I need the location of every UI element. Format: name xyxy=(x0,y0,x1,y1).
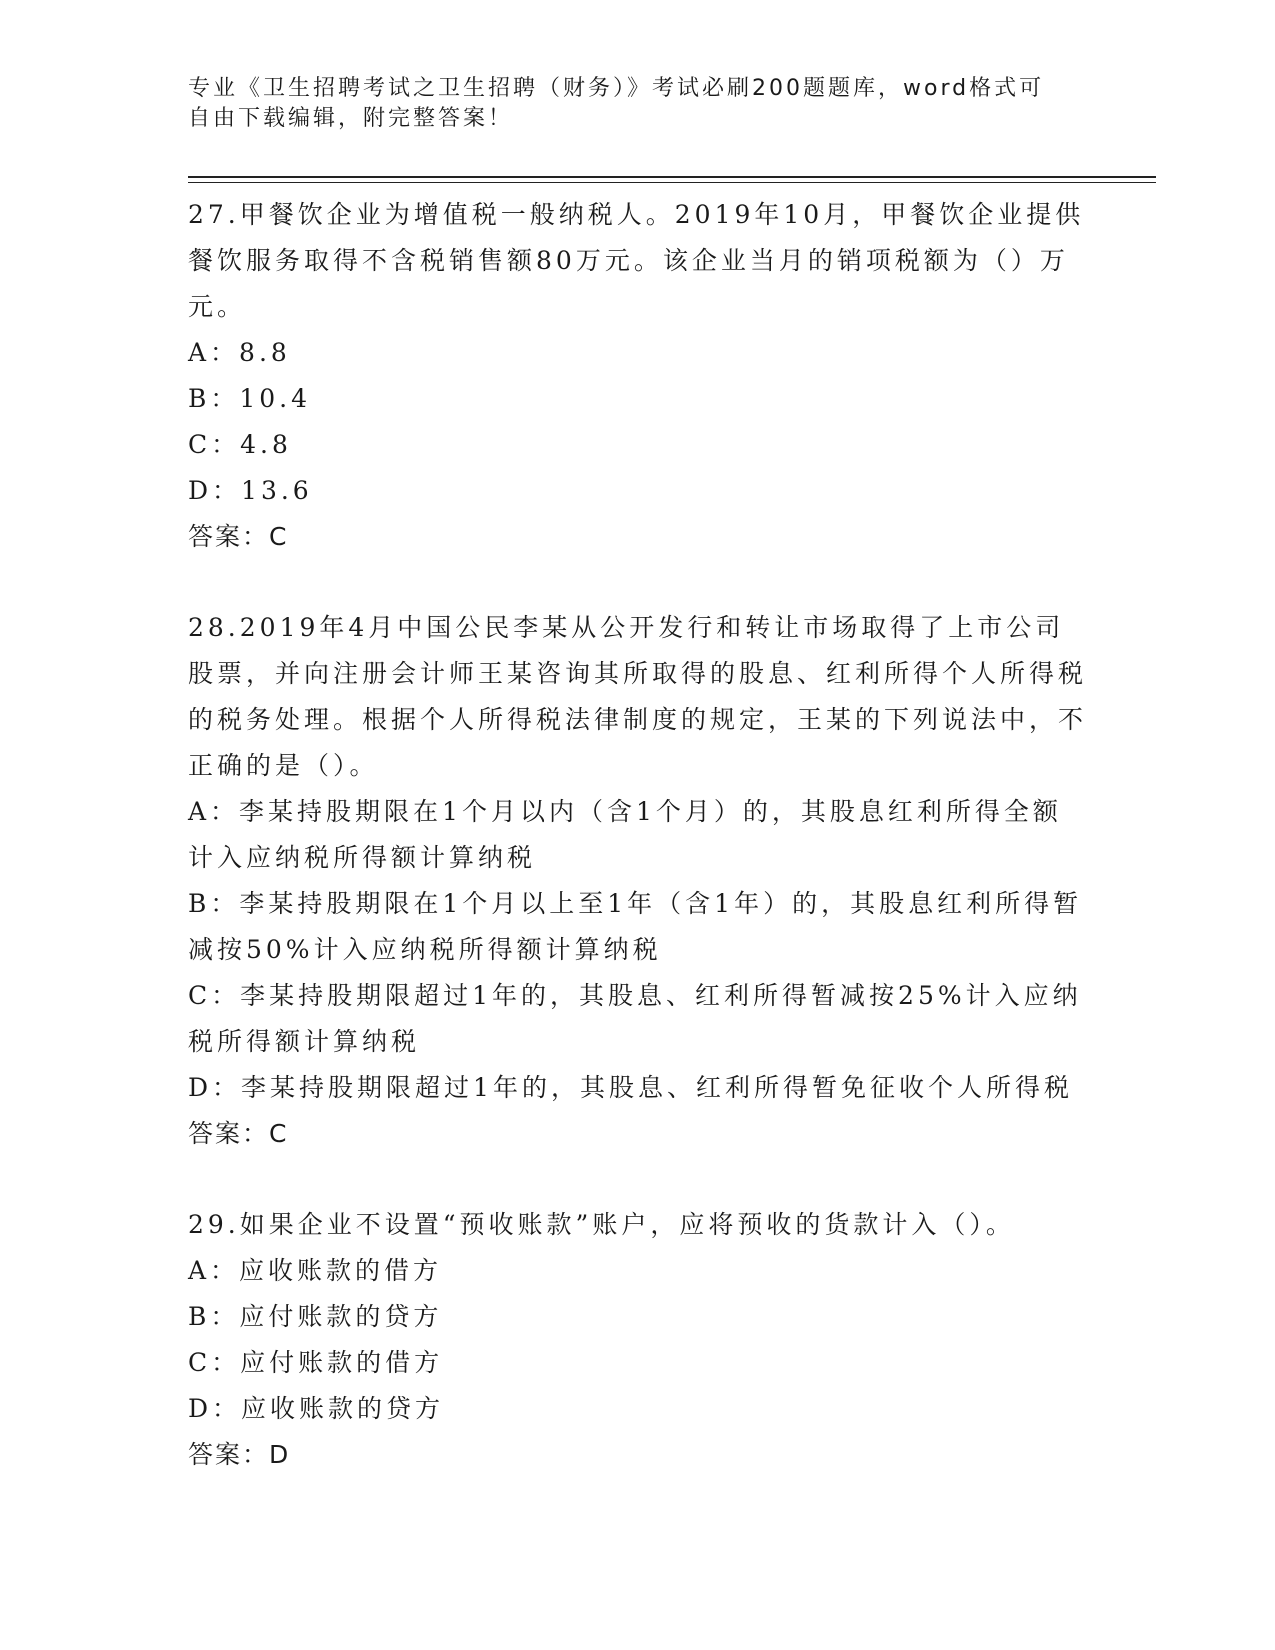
option-c: C：李某持股期限超过1年的，其股息、红利所得暂减按25%计入应纳税所得额计算纳税 xyxy=(188,981,1082,1056)
option-a: A：8.8 xyxy=(188,338,291,367)
option-b: B：李某持股期限在1个月以上至1年（含1年）的，其股息红利所得暂减按50%计入应纳税所得额计算纳税 xyxy=(188,889,1083,964)
option-c: C：应付账款的借方 xyxy=(188,1348,444,1377)
question-item xyxy=(188,1202,1088,1478)
option-b: B：应付账款的贷方 xyxy=(188,1302,443,1331)
option-a: A：应收账款的借方 xyxy=(188,1256,443,1285)
option-a: A：李某持股期限在1个月以内（含1个月）的，其股息红利所得全额计入应纳税所得额计算纳税 xyxy=(188,797,1062,872)
header-divider-thin xyxy=(188,182,1156,183)
header-divider-thick xyxy=(188,176,1156,178)
option-b: B：10.4 xyxy=(188,384,312,413)
question-stem: 28.2019年4月中国公民李某从公开发行和转让市场取得了上市公司股票，并向注册会计师王某咨询其所取得的股息、红利所得个人所得税的税务处理。根据个人所得税法律制度的规定，王某的下列说法中，不正确的是（）。 xyxy=(188,613,1088,780)
option-d: D：李某持股期限超过1年的，其股息、红利所得暂免征收个人所得税 xyxy=(188,1073,1073,1102)
option-d: D：13.6 xyxy=(188,476,313,505)
answer-line: 答案：C xyxy=(188,1119,289,1148)
question-spacer xyxy=(188,560,1088,605)
option-d: D：应收账款的贷方 xyxy=(188,1394,445,1423)
question-item xyxy=(188,605,1088,1157)
question-item xyxy=(188,192,1088,560)
question-list xyxy=(188,192,1088,1478)
question-stem: 29.如果企业不设置“预收账款”账户，应将预收的货款计入（）。 xyxy=(188,1210,1015,1239)
answer-line: 答案：C xyxy=(188,522,289,551)
question-stem: 27.甲餐饮企业为增值税一般纳税人。2019年10月，甲餐饮企业提供餐饮服务取得不含税销售额80万元。该企业当月的销项税额为（）万元。 xyxy=(188,200,1085,321)
answer-line: 答案：D xyxy=(188,1440,291,1469)
document-header-title: 专业《卫生招聘考试之卫生招聘（财务）》考试必刷200题题库，word格式可自由下载编辑，附完整答案！ xyxy=(188,76,1045,131)
question-spacer xyxy=(188,1157,1088,1202)
option-c: C：4.8 xyxy=(188,430,292,459)
